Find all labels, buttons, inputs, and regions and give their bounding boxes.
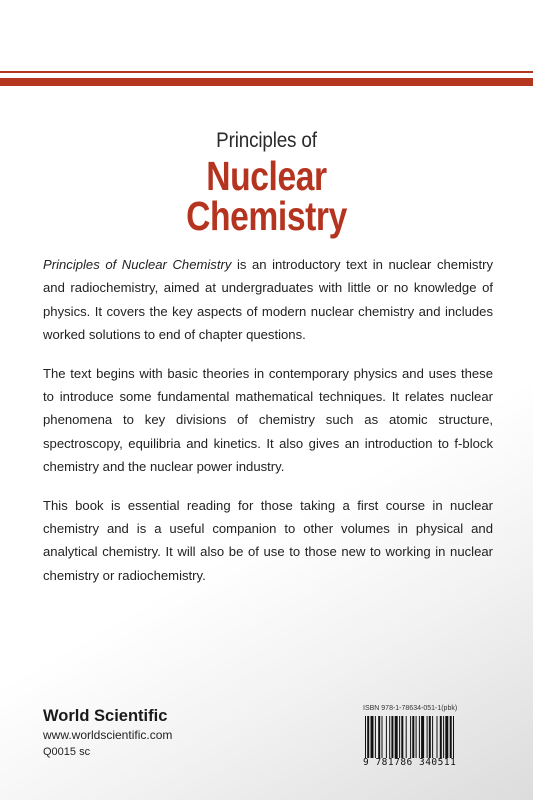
title-block <box>0 128 533 239</box>
publisher-block <box>43 706 172 760</box>
barcode-bar <box>440 716 442 758</box>
description-paragraph-3: This book is essential reading for those taking a first course in nuclear chemistry and is a useful companion to other volumes in physical and analytical chemistry. It will also be of use to those new to working in nuclear chemistry or radiochemistry. <box>43 497 493 583</box>
barcode-bar <box>401 716 403 758</box>
book-title-italic: Principles of Nuclear Chemistry <box>43 257 232 272</box>
barcode-bar <box>395 716 398 758</box>
barcode-bar <box>437 716 438 758</box>
isbn-barcode-block <box>363 704 489 768</box>
barcode-bar <box>421 716 424 758</box>
barcode-bar <box>391 716 393 758</box>
barcode-bar <box>382 716 383 758</box>
barcode-bar <box>389 716 390 758</box>
title-line-1: Nuclear <box>206 153 327 199</box>
barcode-bar <box>410 716 411 758</box>
barcode-bar <box>429 716 431 758</box>
publisher-name: World Scientific <box>43 707 168 725</box>
description-paragraph-2: The text begins with basic theories in contemporary physics and uses these to introduce some fundamental mathematical techniques. It relates nuclear phenomena to key divisions of chemistry such as atomic structure, spectroscopy, equilibria and kinetics. It also gives an introduction to f-block chemistry and the nuclear power industry. <box>43 365 493 475</box>
barcode-bar <box>450 716 452 758</box>
paragraph-1-text: is an introductory text in nuclear chemistry and radiochemistry, aimed at undergraduates with little or no knowledge of physics. It covers the key aspects of modern nuclear chemistry and includes worked solutions to end of chapter questions. <box>43 257 493 343</box>
barcode-bar <box>432 716 433 758</box>
barcode-bar <box>386 716 387 758</box>
title-prefix: Principles of <box>216 129 317 152</box>
publisher-code: Q0015 sc <box>43 746 91 758</box>
barcode-bar <box>427 716 428 758</box>
description <box>43 253 493 602</box>
barcode-bar <box>416 716 417 758</box>
top-rule-thin <box>0 71 533 73</box>
barcode-bar <box>419 716 420 758</box>
isbn-label: ISBN 978-1-78634-051-1(pbk) <box>363 705 458 712</box>
barcode-icon <box>363 716 489 758</box>
barcode-digits: 9 781786 340511 <box>363 757 457 768</box>
barcode-bar <box>412 716 414 758</box>
barcode-bar <box>399 716 400 758</box>
description-paragraph-1 <box>43 253 493 347</box>
title-line-2: Chemistry <box>186 193 347 239</box>
barcode-bar <box>445 716 448 758</box>
barcode-bar <box>375 716 376 758</box>
barcode-bar <box>406 716 407 758</box>
top-rule-thick <box>0 78 533 86</box>
barcode-bar <box>367 716 369 758</box>
barcode-bar <box>443 716 444 758</box>
barcode-bar <box>365 716 366 758</box>
barcode-bar <box>453 716 454 758</box>
barcode-bar <box>371 716 374 758</box>
publisher-url: www.worldscientific.com <box>43 728 173 742</box>
barcode-bar <box>378 716 380 758</box>
